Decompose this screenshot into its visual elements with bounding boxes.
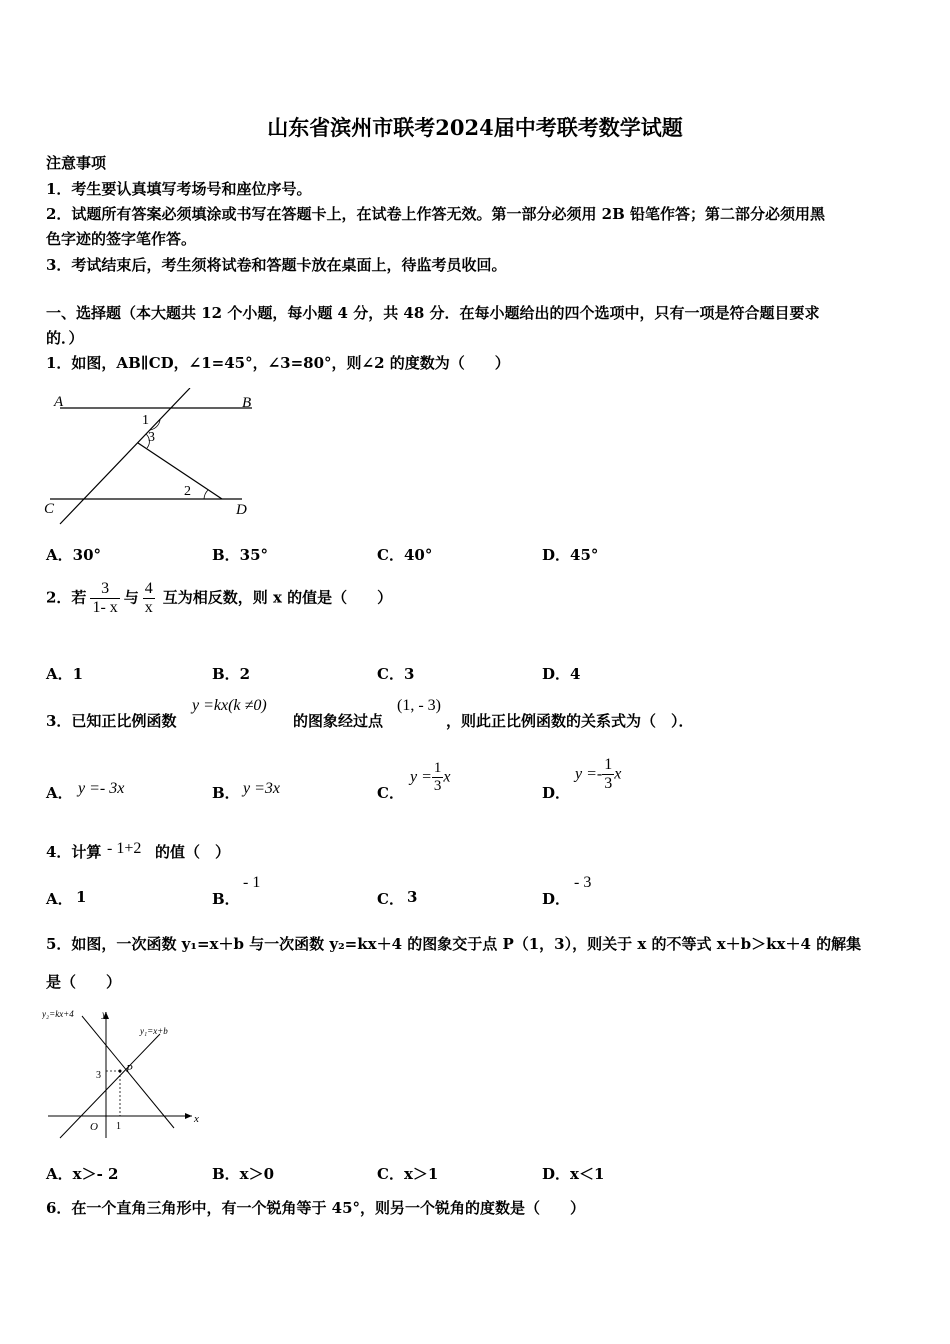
note-3: 3．考试结束后，考生须将试卷和答题卡放在桌面上，待监考员收回。 [46,256,507,274]
q3-function: y =kx(k ≠0) [192,697,267,714]
note-1: 1．考生要认真填写考场号和座位序号。 [46,180,312,198]
origin-label: O [90,1121,98,1133]
q3-pre: 3．已知正比例函数 [46,712,177,730]
q5-option-b: B．x＞0 [212,1165,275,1183]
q4-option-b-label: B． [212,890,240,908]
x-value-1: 1 [116,1121,121,1132]
fraction-1-over-3: $\frac{1}{3}$ [433,760,442,794]
y-axis-label: y [102,1009,106,1019]
frac2-den: x [144,599,153,616]
frac1-num: 3 [101,580,110,597]
question-1-stem: 1．如图，AB∥CD，∠1=45°，∠3=80°，则∠2 的度数为（ ） [46,354,510,372]
point-p-label: P [126,1063,133,1075]
y-value-3: 3 [96,1070,101,1081]
section-heading-cont: 的．） [46,329,84,347]
q2-option-d: D．4 [542,665,581,683]
notes-heading: 注意事项 [46,154,107,172]
q3-point: (1, - 3) [397,697,441,714]
angle-1-label: 1 [142,413,149,428]
q4-option-c-label: C． [377,890,404,908]
question-5-stem: 5．如图，一次函数 y₁=x＋b 与一次函数 y₂=kx＋4 的图象交于点 P（1，3），则关于 x 的不等式 x＋b＞kx＋4 的解集 [46,935,862,953]
x-axis-arrow [185,1113,192,1119]
question-5-stem-cont: 是（ ） [46,973,122,991]
q4-option-a-label: A． [46,890,73,908]
question-5-figure [42,1004,207,1140]
q2-mid: 与 [123,588,139,607]
section-heading: 一、选择题（本大题共 12 个小题，每小题 4 分，共 48 分．在每小题给出的四个选项中，只有一项是符合题目要求 [46,304,820,322]
q4-post: 的值（ ） [155,843,231,861]
question-6-stem: 6．在一个直角三角形中，有一个锐角等于 45°，则另一个锐角的度数是（ ） [46,1199,586,1217]
note-2-cont: 色字迹的签字笔作答。 [46,230,197,248]
fraction-4-over-x [143,580,155,617]
angle-2-arc [204,490,208,499]
q5-option-c: C．x＞1 [377,1165,439,1183]
q1-option-b: B．35° [212,546,269,564]
q4-option-d-label: D． [542,890,571,908]
q1-option-a: A．30° [46,546,102,564]
q3-option-c-label: C． [377,784,404,802]
angle-3-label: 3 [148,430,155,445]
point-a-label: A [54,394,64,410]
q3-option-b-value: y =3x [243,780,280,797]
fraction-neg-1-over-3: $\frac{1}{3}$ [604,756,613,792]
question-2-stem [46,580,392,617]
q2-option-a: A．1 [46,665,84,683]
q4-option-d-value: - 3 [574,874,592,891]
q1-option-c: C．40° [377,546,433,564]
q3-option-d-value: y =- $\frac{1}{3}$ x [575,756,622,792]
q5-option-a: A．x＞- 2 [46,1165,119,1183]
q2-option-b: B．2 [212,665,251,683]
intersection-point [119,1070,122,1073]
y1-label: y₁=x+b [140,1026,168,1036]
q4-option-c-value: 3 [407,888,418,906]
q3-post: ，则此正比例函数的关系式为（ ）． [446,712,694,730]
q3-option-c-value: y = $\frac{1}{3}$ x [410,760,451,794]
fraction-3-over-1-minus-x [90,580,119,617]
segment-to-d [138,443,222,499]
q5-option-d: D．x＜1 [542,1165,605,1183]
angle-2-label: 2 [184,484,191,499]
q3-mid: 的图象经过点 [293,712,384,730]
q2-pre: 2．若 [46,588,87,607]
q4-pre: 4．计算 [46,843,102,861]
q2-post: 互为相反数，则 x 的值是（ ） [162,588,393,607]
y2-label: y₂=kx+4 [42,1009,74,1019]
point-d-label: D [236,502,247,518]
q4-option-b-value: - 1 [243,874,261,891]
x-axis-label: x [194,1113,199,1125]
q3-option-a-label: A． [46,784,73,802]
point-c-label: C [44,501,55,517]
point-b-label: B [242,395,252,411]
q2-option-c: C．3 [377,665,415,683]
q3-option-b-label: B． [212,784,240,802]
q3-option-d-label: D． [542,784,571,802]
q1-option-d: D．45° [542,546,599,564]
note-2: 2．试题所有答案必须填涂或书写在答题卡上，在试卷上作答无效。第一部分必须用 2B 铅笔作答；第二部分必须用黑 [46,205,826,223]
q4-option-a-value: 1 [76,888,87,906]
frac1-den: 1- x [92,599,118,616]
q4-expression: - 1+2 [107,840,142,857]
page-title: 山东省滨州市联考2024届中考联考数学试题 [267,115,683,140]
q3-option-a-value: y =- 3x [78,780,125,797]
frac2-num: 4 [144,580,153,597]
question-1-figure [40,388,270,528]
